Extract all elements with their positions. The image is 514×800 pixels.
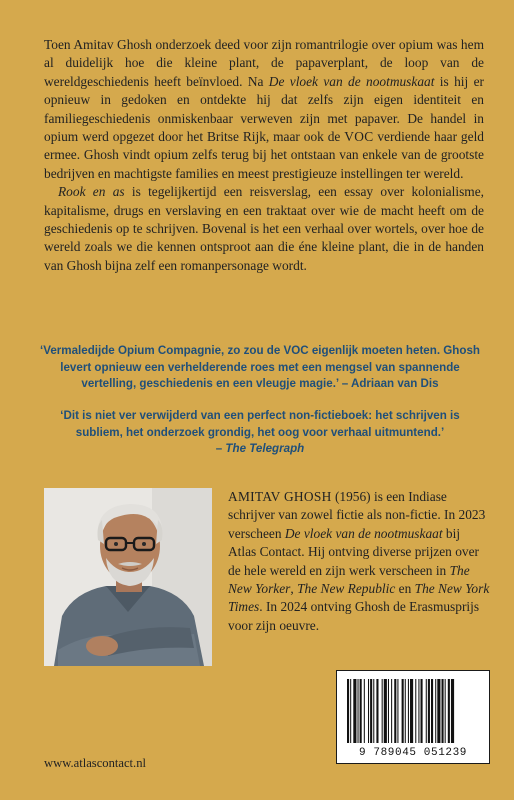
barcode-bar bbox=[388, 679, 389, 743]
author-photo bbox=[44, 488, 212, 666]
barcode-bar bbox=[448, 679, 450, 743]
quote-line: ‘Vermaledijde Opium Compagnie, zo zou de VOC eigenlijk moeten heten. Ghosh bbox=[40, 344, 480, 357]
bio-text: (1956) is een Indiase schrijver van zowel fictie als non-fictie. In 2023 verscheen bbox=[228, 489, 486, 541]
quote-line: levert opnieuw een verhelderende roes met een mengsel van spannende bbox=[60, 360, 460, 374]
isbn-number: 9 789045 051239 bbox=[358, 747, 468, 759]
barcode-bar bbox=[364, 679, 365, 743]
author-name: AMITAV GHOSH bbox=[228, 489, 332, 504]
blurb-text: is tegelijkertijd een reisverslag, een essay over kolonialisme, kapitalisme, drugs en verslaving en een traktaat over wie de macht heeft om de geschiedenis op te schrijven. Bovenal is het een verhaal over wortels, over hoe de wereld zoals we die kennen ontsproot aan die éne kleine plant, die in de handen van Ghosh bijna zelf een romanpersonage wordt. bbox=[44, 184, 484, 273]
author-portrait-image bbox=[44, 488, 212, 666]
barcode-bar bbox=[347, 679, 349, 743]
barcode-bar bbox=[376, 679, 378, 743]
barcode-bar bbox=[445, 679, 446, 743]
barcode-bar bbox=[358, 679, 359, 743]
blurb-text: is hij er opnieuw in gedoken en ontdekte hij dat zelfs zijn eigen identiteit en familiegeschiedenis onmiskenbaar verweven zijn met papaver. De handel in opium werd opgezet door het Britse Rijk, maar ook de bbox=[44, 73, 484, 145]
blurb-paragraph-2 bbox=[44, 183, 484, 275]
barcode-bar bbox=[368, 679, 369, 743]
barcode-bar bbox=[428, 679, 430, 743]
barcode-bar bbox=[402, 679, 404, 743]
bio-publication: The New York Times bbox=[228, 581, 490, 615]
review-quote-adriaan-van-dis bbox=[40, 343, 480, 393]
bio-text: bij Atlas Contact. Hij ontving diverse prijzen over de hele wereld en zijn werk verscheen in bbox=[228, 525, 480, 578]
barcode-bar bbox=[451, 679, 454, 743]
publisher-website: www.atlascontact.nl bbox=[44, 756, 146, 770]
blurb-text: verdiende haar geld ermee. Ghosh vindt opium zelfs terug bij het ontstaan van enkele van de grootste bedrijven en machtigste families en meest prestigieuze instellingen ter wereld. bbox=[44, 129, 484, 181]
barcode-bar bbox=[384, 679, 387, 743]
barcode-bar bbox=[353, 679, 356, 743]
quote-attribution bbox=[40, 441, 480, 458]
barcode-bar bbox=[421, 679, 423, 743]
barcode-bar bbox=[435, 679, 436, 743]
barcode-bar bbox=[437, 679, 440, 743]
review-quote-the-telegraph bbox=[40, 408, 480, 458]
bio-text: en bbox=[395, 581, 415, 597]
barcode-bars-icon bbox=[345, 679, 481, 743]
barcode-bar bbox=[382, 679, 383, 743]
bio-book-title: De vloek van de nootmuskaat bbox=[284, 525, 443, 541]
book-blurb bbox=[44, 36, 484, 275]
quote-dash: – bbox=[215, 442, 226, 456]
bio-text: , bbox=[290, 581, 298, 597]
barcode-bar bbox=[370, 679, 372, 743]
blurb-text: Toen Amitav Ghosh onderzoek deed voor zijn romantrilogie over opium was hem al duidelijk hoe die kleine plant, de papaverplant, de loop van de wereldgeschiedenis heeft beïnvloed. Na bbox=[44, 37, 484, 89]
barcode-bar bbox=[431, 679, 433, 743]
quote-line: subliem, het onderzoek grondig, het oog voor verhaal uitmuntend.’ bbox=[75, 425, 445, 439]
quote-line: ‘Dit is niet ver verwijderd van een perfect non-fictieboek: het schrijven is bbox=[60, 409, 460, 422]
isbn-barcode bbox=[336, 670, 490, 764]
barcode-bar bbox=[408, 679, 409, 743]
bio-publication: The New Yorker bbox=[228, 562, 470, 597]
barcode-bar bbox=[391, 679, 392, 743]
blurb-paragraph-1 bbox=[44, 36, 484, 183]
blurb-book-title: Rook en as bbox=[58, 184, 125, 200]
barcode-bar bbox=[405, 679, 406, 743]
quote-source: The Telegraph bbox=[225, 442, 305, 456]
barcode-bar bbox=[394, 679, 396, 743]
quote-line: vertelling, geschiedenis en een vleugje magie.’ – Adriaan van Dis bbox=[81, 377, 439, 391]
barcode-bar bbox=[442, 679, 444, 743]
barcode-bar bbox=[373, 679, 374, 743]
barcode-bar bbox=[350, 679, 351, 743]
bio-text: . In 2024 ontving Ghosh de Erasmusprijs voor zijn oeuvre. bbox=[228, 599, 480, 633]
barcode-bar bbox=[360, 679, 362, 743]
bio-publication: The New Republic bbox=[297, 581, 396, 597]
barcode-bar bbox=[426, 679, 427, 743]
barcode-bar bbox=[397, 679, 398, 743]
barcode-bar bbox=[410, 679, 413, 743]
author-bio bbox=[228, 488, 490, 635]
barcode-bar bbox=[418, 679, 419, 743]
blurb-book-title: De vloek van de nootmuskaat bbox=[268, 73, 435, 89]
blurb-voc: VOC bbox=[344, 129, 374, 145]
barcode-bar bbox=[415, 679, 416, 743]
